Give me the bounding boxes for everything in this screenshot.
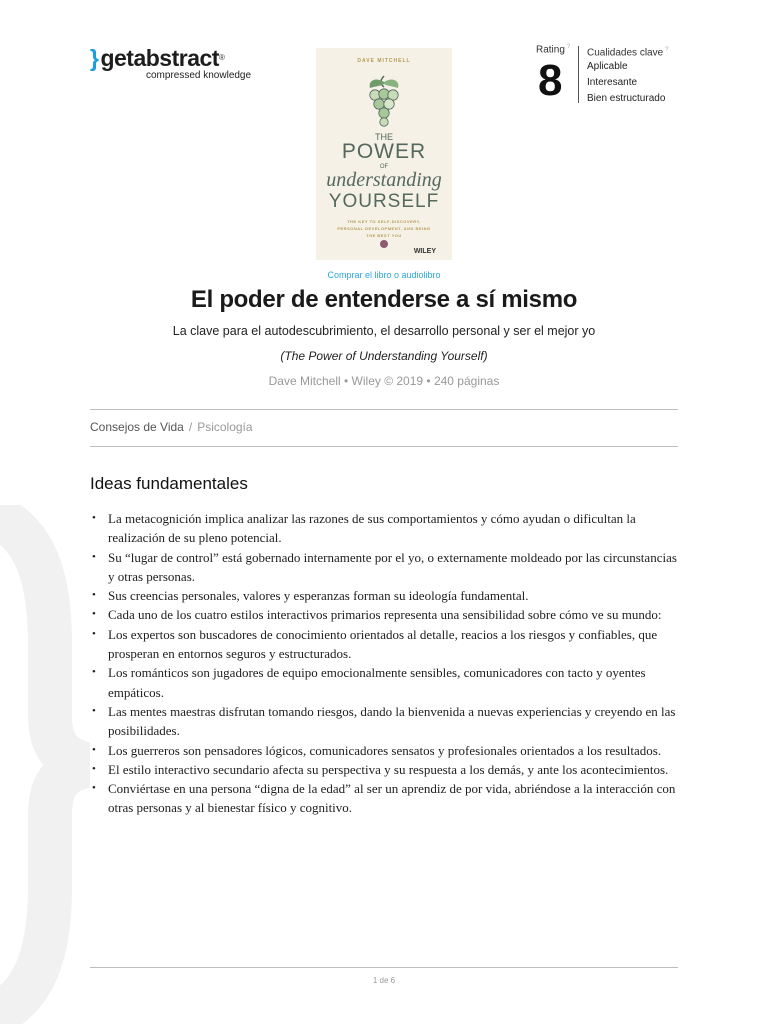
quality-item: Bien estructurado [587,93,666,105]
list-item: • Cada uno de los cuatro estilos interactivos primarios representa una sensibilidad sobre cómo ve su mundo: [90,605,678,624]
rating-info-icon[interactable]: ? [566,44,571,50]
key-ideas-list [90,509,678,818]
list-item: • Su “lugar de control” está gobernado internamente por el yo, o externamente moldeado por las circunstancias y otras personas. [90,548,678,587]
list-item: • Los guerreros son pensadores lógicos, comunicadores sensatos y profesionales orientados a los resultados. [90,741,678,760]
quality-item: Aplicable [587,61,628,73]
list-item: • Los románticos son jugadores de equipo emocionalmente sensibles, comunicadores con tacto y oyentes empáticos. [90,663,678,702]
cover-title-of: OF [379,164,389,170]
list-item: • Las mentes maestras disfrutan tomando riesgos, dando la bienvenida a nuevas experiencias y creyendo en las posibilidades. [90,702,678,741]
book-cover[interactable] [316,48,452,260]
divider-bottom [90,446,678,447]
cover-title-power: POWER [341,140,427,163]
original-title: (The Power of Understanding Yourself) [280,349,488,363]
logo-wordmark: }getabstract® [90,45,225,71]
breadcrumb-subcategory[interactable]: Psicología [197,420,253,434]
list-item: • Conviértase en una persona “digna de la edad” al ser un aprendiz de por vida, abriéndose a la interacción con otras personas y al bienestar físico y cognitivo. [90,779,678,818]
list-item: • Los expertos son buscadores de conocimiento orientados al detalle, reacios a los riesgos y confiables, que prosperan en entornos seguros y estructurados. [90,625,678,664]
list-item: • La metacognición implica analizar las razones de sus comportamientos y cómo ayudan o dificultan la realización de su pleno potencial. [90,509,678,548]
list-item: • El estilo interactivo secundario afecta su perspectiva y su respuesta a los demás, y ante los acontecimientos. [90,760,678,779]
book-meta: Dave Mitchell • Wiley © 2019 • 240 páginas [268,374,500,388]
book-title: El poder de entenderse a sí mismo [190,286,578,313]
cover-subtitle: THE KEY TO SELF-DISCOVERY, PERSONAL DEVELOPMENT, AND BEING THE BEST YOU [337,219,431,238]
list-item: • Sus creencias personales, valores y esperanzas forman su ideología fundamental. [90,586,678,605]
cover-title-understanding: understanding [326,169,442,191]
footer-divider [90,967,678,968]
key-qualities [587,44,669,107]
cover-title-yourself: YOURSELF [328,191,440,212]
rating-block [536,44,576,106]
getabstract-logo[interactable] [90,44,251,81]
page-number: 1 de 6 [372,976,396,985]
brace-watermark-icon [0,505,90,1024]
breadcrumb-separator: / [188,420,193,434]
divider-top [90,409,678,410]
buy-book-link[interactable]: Comprar el libro o audiolibro [327,270,441,280]
cover-author: DAVE MITCHELL [357,58,411,64]
logo-name: getabstract [100,45,219,71]
section-heading: Ideas fundamentales [90,474,248,493]
cover-title-the: THE [375,132,393,142]
breadcrumb-category[interactable]: Consejos de Vida [90,420,184,434]
rating-divider [578,46,579,103]
book-subtitle: La clave para el autodescubrimiento, el desarrollo personal y ser el mejor yo [172,324,596,338]
rating-label: Rating ? [536,44,571,56]
logo-brace: } [90,45,99,71]
quality-item: Interesante [587,77,638,89]
rating-value: 8 [538,56,563,106]
qualities-label: Cualidades clave ? [587,47,669,59]
breadcrumb [90,420,253,434]
qualities-info-icon[interactable]: ? [665,47,669,53]
cover-publisher: WILEY [413,248,436,255]
logo-tagline: compressed knowledge [146,70,252,81]
cover-ornament [380,240,388,248]
grapes-icon [364,74,404,128]
